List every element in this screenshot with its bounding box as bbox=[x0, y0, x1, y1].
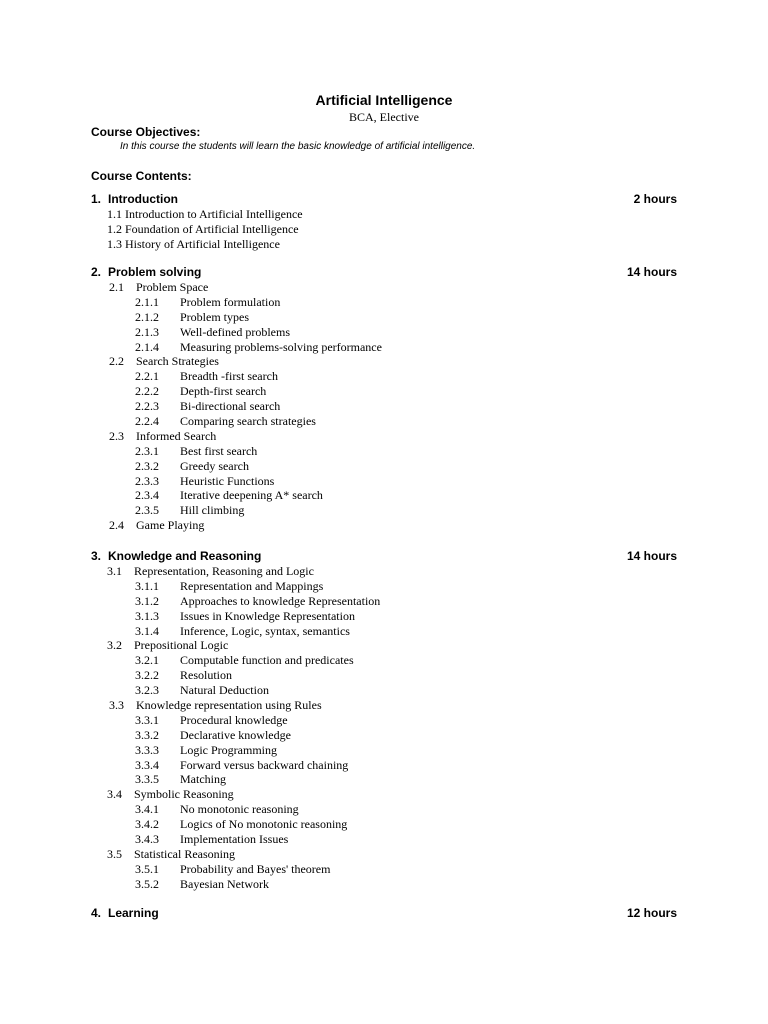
list-item: 1.1 Introduction to Artificial Intelligence bbox=[107, 207, 303, 221]
section-hours: 12 hours bbox=[626, 906, 677, 920]
subsection: 3.5 Statistical Reasoning bbox=[107, 846, 235, 861]
list-item: 3.4.2 Logics of No monotonic reasoning bbox=[135, 817, 348, 832]
list-item: 3.1.4 Inference, Logic, syntax, semantics bbox=[135, 623, 350, 638]
list-item: 2.1.4 Measuring problems-solving performance bbox=[135, 339, 382, 354]
contents-heading: Course Contents: bbox=[91, 169, 192, 183]
section-number: 4. bbox=[91, 906, 102, 920]
subsection: 2.4 Game Playing bbox=[109, 518, 205, 533]
list-item: 2.2.3 Bi-directional search bbox=[135, 399, 281, 414]
subsection: 2.3 Informed Search bbox=[109, 428, 217, 443]
list-item: 2.2.1 Breadth -first search bbox=[135, 369, 278, 384]
section-hours: 2 hours bbox=[633, 192, 677, 206]
list-item: 2.3.5 Hill climbing bbox=[135, 503, 245, 518]
list-item: 3.2.1 Computable function and predicates bbox=[135, 653, 354, 668]
list-item: 1.3 History of Artificial Intelligence bbox=[107, 236, 280, 251]
subsection: 3.2 Prepositional Logic bbox=[107, 638, 229, 653]
section-header bbox=[91, 265, 677, 280]
page-subtitle: BCA, Elective bbox=[349, 110, 419, 124]
list-item: 2.3.1 Best first search bbox=[135, 443, 258, 458]
section-problem-solving bbox=[91, 265, 677, 533]
section-learning bbox=[91, 906, 677, 921]
list-item: 3.3.2 Declarative knowledge bbox=[135, 727, 291, 742]
list-item: 3.3.3 Logic Programming bbox=[135, 742, 277, 757]
section-title: Knowledge and Reasoning bbox=[108, 549, 262, 563]
list-item: 3.1.3 Issues in Knowledge Representation bbox=[135, 608, 355, 623]
list-item: 2.3.4 Iterative deepening A* search bbox=[135, 488, 323, 503]
list-item: 3.4.1 No monotonic reasoning bbox=[135, 802, 299, 817]
list-item: 3.3.1 Procedural knowledge bbox=[135, 712, 288, 727]
list-item: 3.5.2 Bayesian Network bbox=[135, 876, 269, 891]
list-item: 3.3.5 Matching bbox=[135, 772, 226, 787]
list-item: 2.3.2 Greedy search bbox=[135, 458, 249, 473]
section-title: Introduction bbox=[108, 192, 178, 206]
list-item: 3.1.1 Representation and Mappings bbox=[135, 578, 324, 593]
list-item: 2.2.2 Depth-first search bbox=[135, 384, 267, 399]
section-header bbox=[91, 906, 677, 921]
list-item: 3.3.4 Forward versus backward chaining bbox=[135, 757, 349, 772]
list-item: 1.2 Foundation of Artificial Intelligence bbox=[107, 221, 299, 236]
subsection: 3.1 Representation, Reasoning and Logic bbox=[107, 564, 314, 578]
section-number: 3. bbox=[91, 549, 102, 563]
list-item: 3.1.2 Approaches to knowledge Representation bbox=[135, 593, 381, 608]
page-title: Artificial Intelligence bbox=[315, 92, 453, 108]
section-number: 2. bbox=[91, 265, 102, 279]
section-title: Learning bbox=[108, 906, 159, 920]
section-number: 1. bbox=[91, 192, 102, 206]
section-header bbox=[91, 192, 677, 207]
list-item: 2.1.3 Well-defined problems bbox=[135, 324, 290, 339]
list-item: 3.2.3 Natural Deduction bbox=[135, 683, 269, 698]
section-hours: 14 hours bbox=[626, 265, 677, 279]
section-hours: 14 hours bbox=[626, 549, 677, 563]
list-item: 2.3.3 Heuristic Functions bbox=[135, 473, 275, 488]
list-item: 2.1.2 Problem types bbox=[135, 309, 249, 324]
objectives-heading: Course Objectives: bbox=[91, 125, 201, 139]
list-item: 3.4.3 Implementation Issues bbox=[135, 832, 289, 847]
section-title: Problem solving bbox=[108, 265, 202, 279]
subsection: 3.4 Symbolic Reasoning bbox=[107, 787, 234, 802]
section-introduction bbox=[91, 192, 677, 252]
subsection: 3.3 Knowledge representation using Rules bbox=[109, 698, 322, 713]
section-knowledge-reasoning bbox=[91, 549, 677, 892]
list-item: 2.2.4 Comparing search strategies bbox=[135, 414, 316, 429]
list-item: 2.1.1 Problem formulation bbox=[135, 294, 281, 309]
objectives-text: In this course the students will learn the basic knowledge of artificial intelligence. bbox=[120, 141, 476, 152]
section-header bbox=[91, 549, 677, 564]
list-item: 3.5.1 Probability and Bayes' theorem bbox=[135, 861, 331, 876]
subsection: 2.1 Problem Space bbox=[109, 280, 209, 294]
list-item: 3.2.2 Resolution bbox=[135, 668, 233, 683]
subsection: 2.2 Search Strategies bbox=[109, 354, 219, 369]
